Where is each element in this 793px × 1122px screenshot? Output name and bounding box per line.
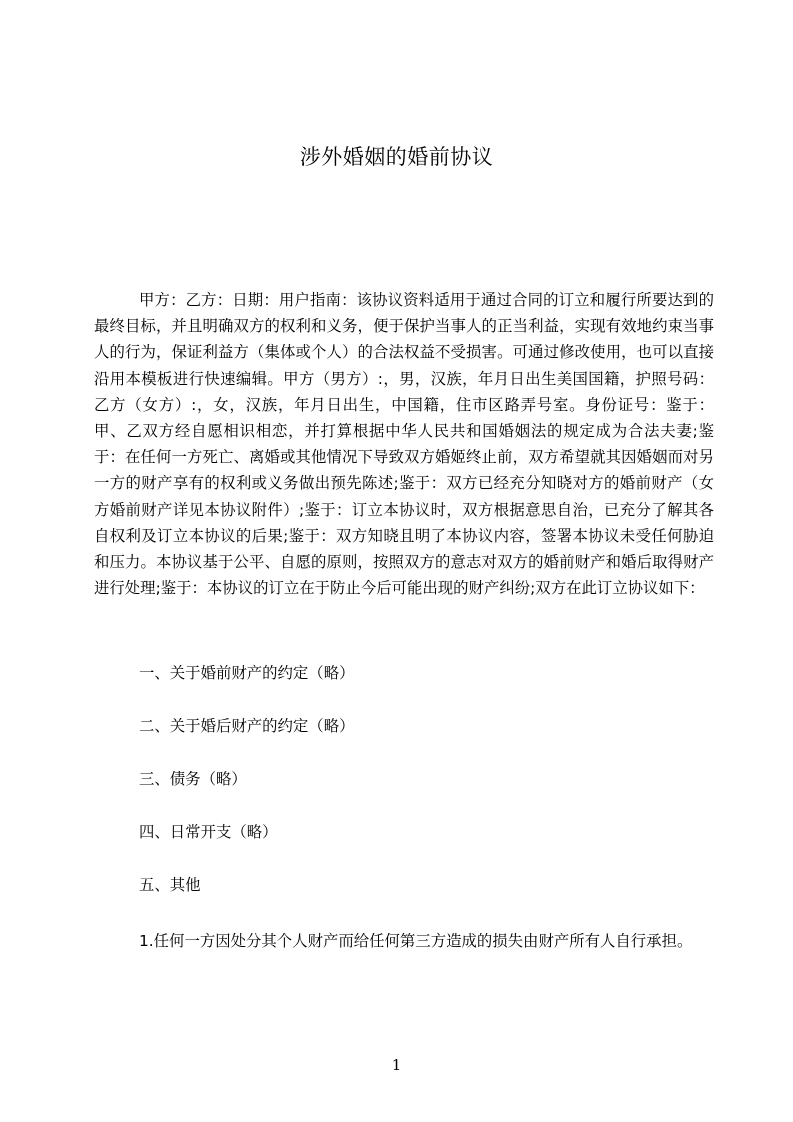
- page-number: 1: [391, 1056, 402, 1074]
- section-heading-postmarital-property: 二、关于婚后财产的约定（略）: [139, 717, 355, 735]
- section-heading-premarital-property: 一、关于婚前财产的约定（略）: [139, 664, 355, 682]
- section-heading-other: 五、其他: [139, 876, 201, 894]
- intro-paragraph: 甲方：乙方：日期：用户指南：该协议资料适用于通过合同的订立和履行所要达到的最终目标，并且明确双方的权利和义务，便于保护当事人的正当利益，实现有效地约束当事人的行为，保证利益方（集体或个人）的合法权益不受损害。可通过修改使用，也可以直接沿用本模板进行快速编辑。甲方（男方）:，男，汉族，年月日出生美国国籍，护照号码：乙方（女方）:，女，汉族，年月日出生，中国籍，住市区路弄号室。身份证号：鉴于：甲、乙双方经自愿相识相恋，并打算根据中华人民共和国婚姻法的规定成为合法夫妻;鉴于：在任何一方死亡、离婚或其他情况下导致双方婚姬终止前，双方希望就其因婚姻而对另一方的财产享有的权利或义务做出预先陈述;鉴于：双方已经充分知晓对方的婚前财产（女方婚前财产详见本协议附件）;鉴于：订立本协议时，双方根据意思自治，已充分了解其各自权利及订立本协议的后果;鉴于：双方知晓且明了本协议内容，签署本协议未受任何胁迫和压力。本协议基于公平、自愿的原则，按照双方的意志对双方的婚前财产和婚后取得财产进行处理;鉴于：本协议的订立在于防止今后可能出现的财产纠纷;双方在此订立协议如下：: [94, 291, 714, 598]
- section-heading-debts: 三、债务（略）: [139, 770, 247, 788]
- section-heading-daily-expenses: 四、日常开支（略）: [139, 823, 278, 841]
- clause-1: 1.任何一方因处分其个人财产而给任何第三方造成的损失由财产所有人自行承担。: [139, 932, 693, 950]
- document-title: 涉外婚姻的婚前协议: [299, 145, 494, 169]
